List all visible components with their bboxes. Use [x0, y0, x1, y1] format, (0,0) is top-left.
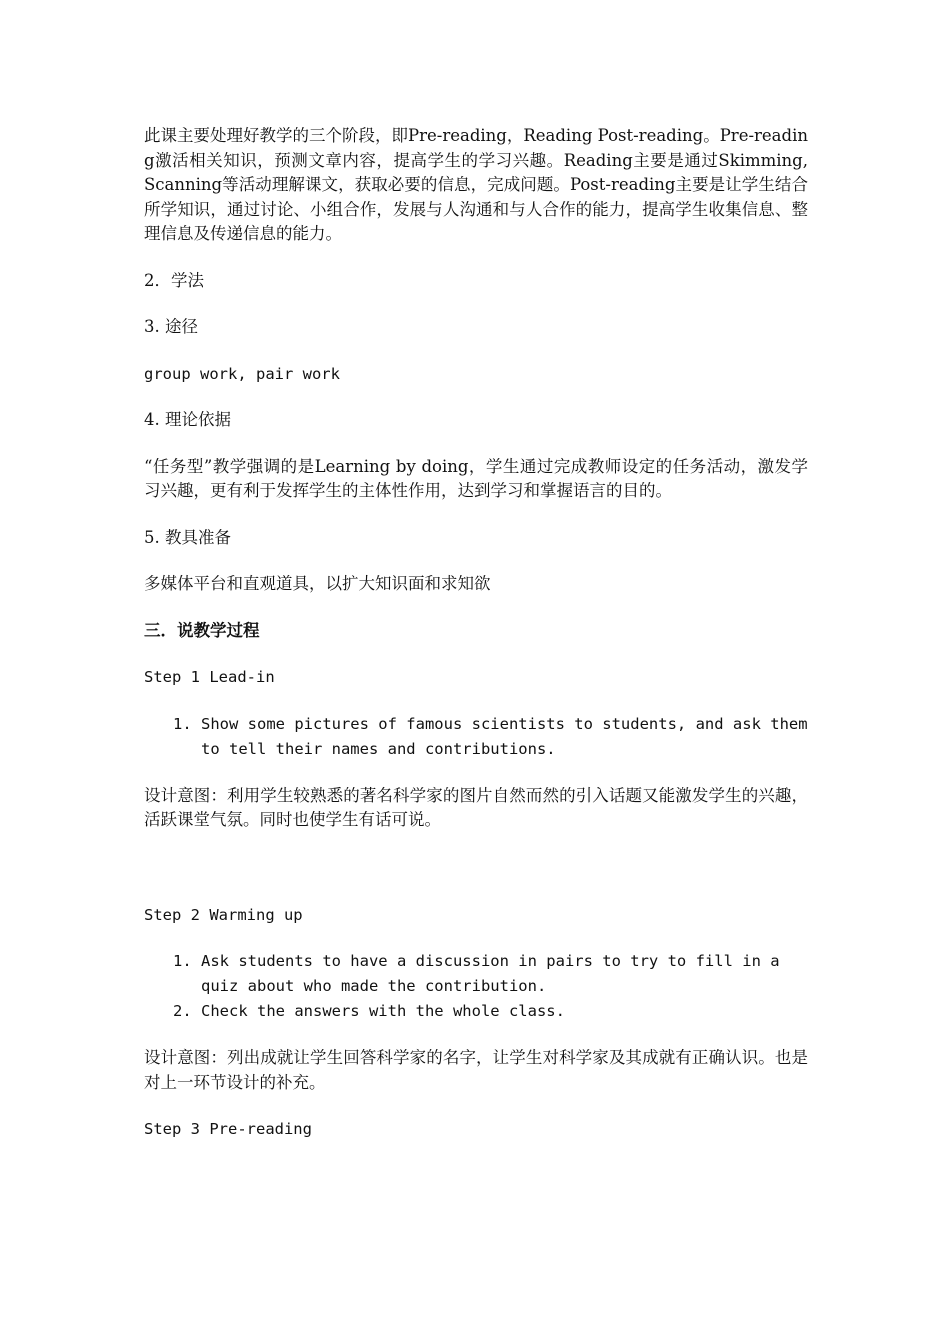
step2-title: Step 2 Warming up — [144, 905, 303, 924]
heading-teaching-aids: 5. 教具准备 — [144, 527, 231, 547]
heading-approach: 3. 途径 — [144, 317, 198, 336]
step1-list — [144, 712, 808, 762]
heading-theory: 4. 理论依据 — [144, 410, 231, 429]
step1-title: Step 1 Lead-in — [144, 668, 275, 686]
list-item: 1. Ask students to have a discussion in pairs to try to fill in a quiz about who made the contribution. — [201, 949, 808, 999]
step2-list — [144, 949, 808, 1024]
step1-design-intent: 设计意图：利用学生较熟悉的著名科学家的图片自然而然的引入话题又能激发学生的兴趣，活跃课堂气氛。同时也使学生有话可说。 — [144, 785, 808, 829]
step3-title: Step 3 Pre-reading — [144, 1120, 312, 1138]
step2-design-intent: 设计意图：列出成就让学生回答科学家的名字，让学生对科学家及其成就有正确认识。也是对上一环节设计的补充。 — [144, 1048, 808, 1092]
heading-study-method: 2．学法 — [144, 270, 204, 290]
blank-space — [144, 855, 808, 903]
document-page — [144, 124, 808, 1164]
theory-paragraph: “任务型”教学强调的是Learning by doing，学生通过完成教师设定的任务活动，激发学习兴趣，更有利于发挥学生的主体性作用，达到学习和掌握语言的目的。 — [144, 456, 808, 500]
teaching-aids-text: 多媒体平台和直观道具，以扩大知识面和求知欲 — [144, 574, 491, 593]
list-item: 1. Show some pictures of famous scientists to students, and ask them to tell their names and contributions. — [201, 712, 808, 762]
list-item: 2. Check the answers with the whole class. — [201, 999, 808, 1024]
intro-paragraph: 此课主要处理好教学的三个阶段，即Pre-reading，Reading Post-reading。Pre-reading激活相关知识，预测文章内容，提高学生的学习兴趣。Reading主要是通过Skimming, Scanning等活动理解课文，获取必要的信息，完成问题。Post-reading主要是让学生结合所学知识，通过讨论、小组合作，发展与人沟通和与人合作的能力，提高学生收集信息、整理信息及传递信息的能力。 — [144, 126, 808, 243]
section-teaching-process-title: 三．说教学过程 — [144, 620, 260, 640]
approach-text: group work, pair work — [144, 364, 340, 383]
